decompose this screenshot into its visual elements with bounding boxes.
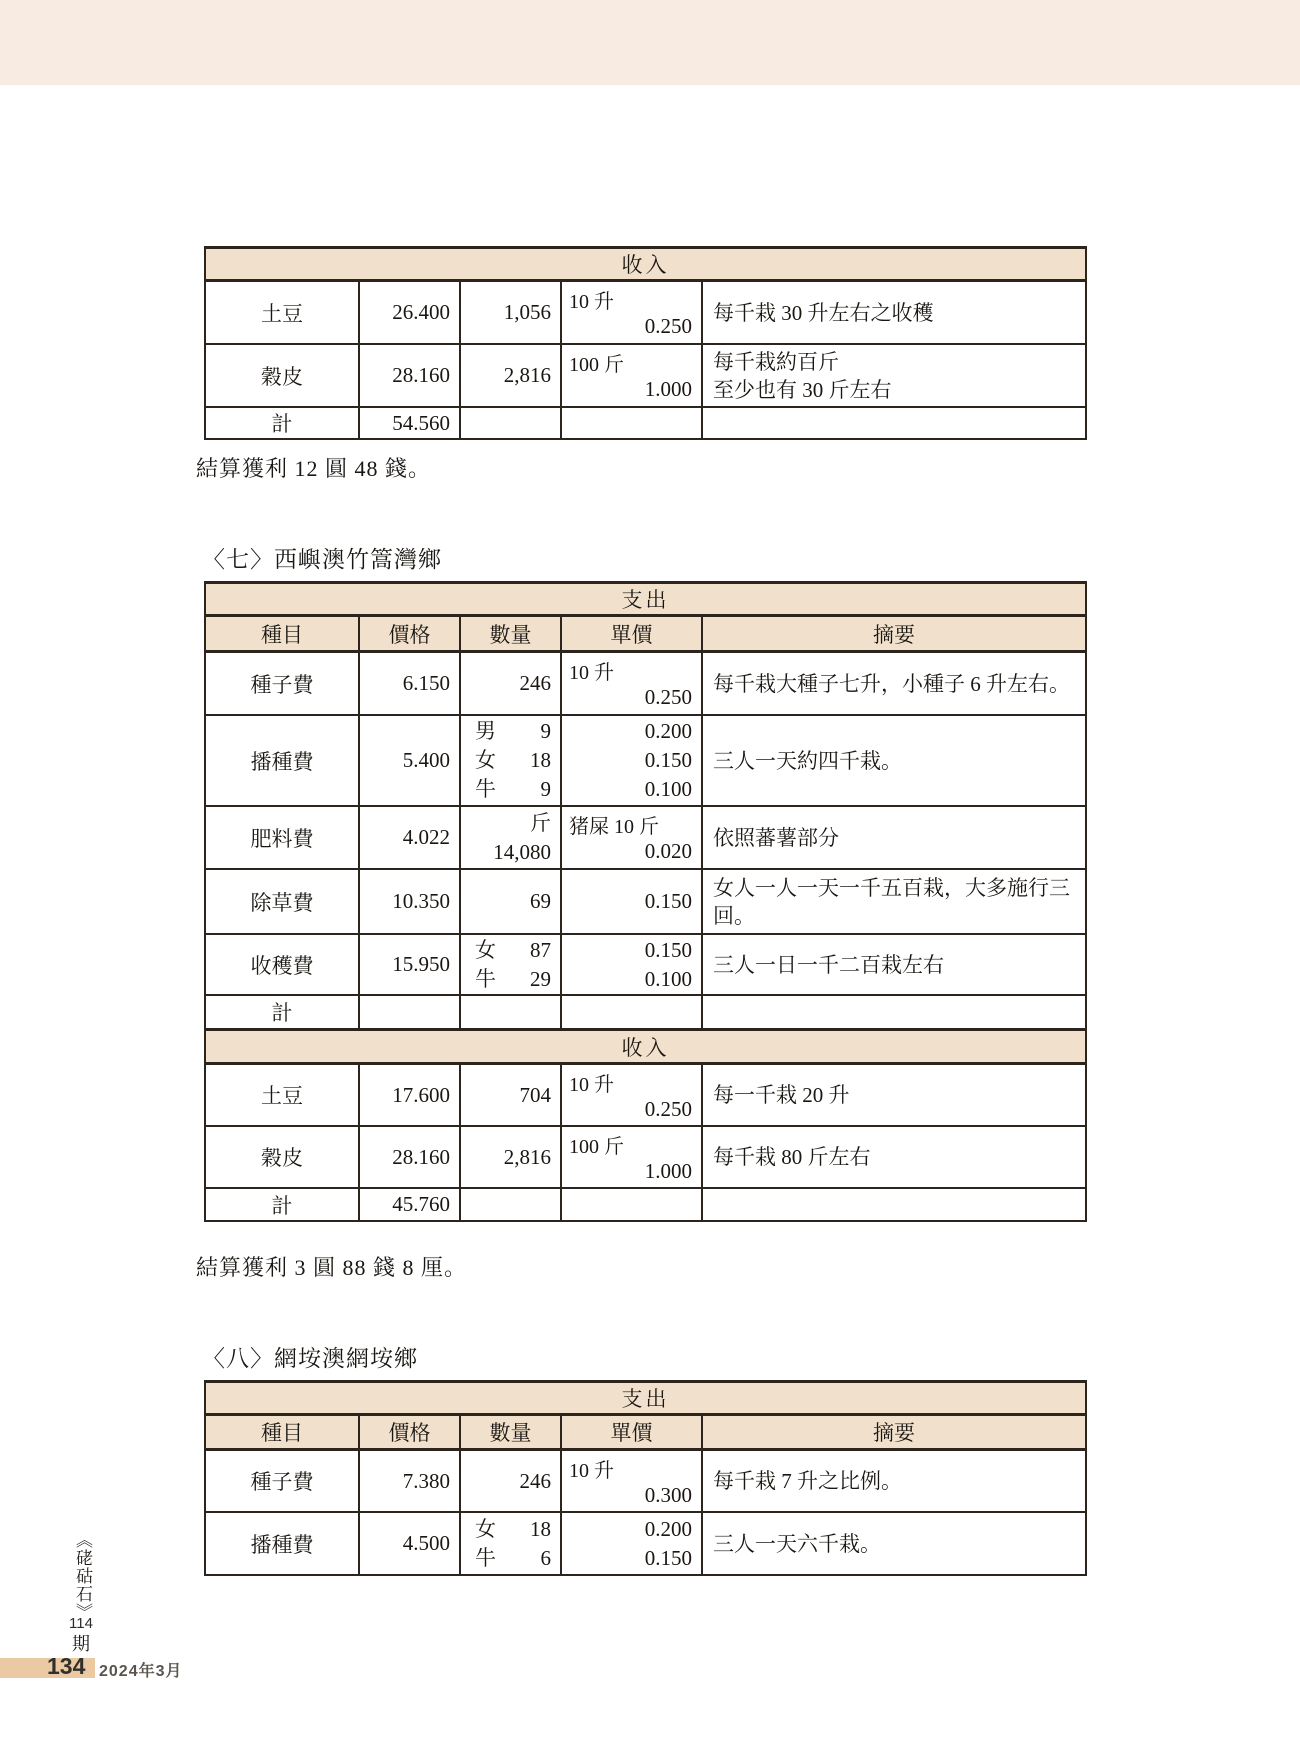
unit-label: 100 斤 <box>569 354 624 376</box>
unit-value: 0.200 <box>644 719 692 743</box>
unit-price-cell <box>561 652 702 716</box>
qty-cell <box>460 934 561 995</box>
item-cell: 播種費 <box>205 1512 359 1575</box>
price-cell: 7.380 <box>359 1450 460 1513</box>
col-header-item: 種目 <box>205 616 359 652</box>
col-header-unit: 單價 <box>561 1415 702 1450</box>
income-table-top <box>204 246 1087 440</box>
empty-cell <box>702 995 1086 1030</box>
unit-price-cell <box>561 715 702 806</box>
price-cell: 26.400 <box>359 281 460 345</box>
summary-cell: 女人一人一天一千五百栽，大多施行三回。 <box>702 869 1086 934</box>
issue-number: 114 <box>69 1615 93 1632</box>
col-header-qty: 數量 <box>460 616 561 652</box>
price-cell: 5.400 <box>359 715 460 806</box>
unit-label: 10 升 <box>569 1073 614 1096</box>
empty-cell <box>561 995 702 1030</box>
unit-value: 0.300 <box>644 1482 692 1507</box>
price-cell: 4.022 <box>359 806 460 869</box>
profit-note-1: 結算獲利 12 圓 48 錢。 <box>196 456 432 481</box>
unit-value: 0.100 <box>644 777 692 801</box>
table-row <box>205 652 1086 716</box>
qty-line-label: 牛 <box>475 966 496 991</box>
table-row <box>205 1126 1086 1188</box>
qty-value: 14,080 <box>493 839 551 864</box>
price-cell: 28.160 <box>359 344 460 407</box>
table-row <box>205 1064 1086 1127</box>
column-header-row <box>205 616 1086 652</box>
col-header-price: 價格 <box>359 616 460 652</box>
unit-value: 0.250 <box>644 685 692 709</box>
price-cell: 4.500 <box>359 1512 460 1575</box>
summary-cell: 每千栽大種子七升，小種子 6 升左右。 <box>702 652 1086 716</box>
qty-line-value: 18 <box>530 1516 551 1541</box>
table-row <box>205 1450 1086 1513</box>
col-header-qty: 數量 <box>460 1415 561 1450</box>
qty-line-value: 6 <box>540 1545 551 1570</box>
qty-line-label: 牛 <box>475 1545 496 1570</box>
income-band-header: 收入 <box>205 1030 1086 1064</box>
qty-cell: 246 <box>460 1450 561 1513</box>
unit-label: 猪屎 10 斤 <box>569 816 659 838</box>
col-header-summary: 摘要 <box>702 1415 1086 1450</box>
qty-line-value: 29 <box>530 966 551 991</box>
page-top-band <box>0 0 1300 85</box>
unit-value: 0.100 <box>644 966 692 991</box>
unit-value: 1.000 <box>644 377 692 401</box>
column-header-row <box>205 1415 1086 1450</box>
unit-price-cell: 0.150 <box>561 869 702 934</box>
issue-word: 期 <box>72 1634 90 1654</box>
summary-cell <box>702 344 1086 407</box>
summary-cell: 三人一天六千栽。 <box>702 1512 1086 1575</box>
col-header-item: 種目 <box>205 1415 359 1450</box>
table-row <box>205 715 1086 806</box>
table-row <box>205 1512 1086 1575</box>
journal-title-vertical: 《硓𥑮石》 <box>73 1531 92 1621</box>
empty-cell <box>702 1188 1086 1221</box>
qty-cell: 1,056 <box>460 281 561 345</box>
qty-line <box>475 746 551 775</box>
summary-cell: 三人一天約四千栽。 <box>702 715 1086 806</box>
qty-line <box>475 717 551 746</box>
empty-cell <box>460 1188 561 1221</box>
total-value-cell: 54.560 <box>359 407 460 439</box>
unit-price-cell <box>561 344 702 407</box>
expense-band-header: 支出 <box>205 583 1086 616</box>
summary-cell: 三人一日一千二百栽左右 <box>702 934 1086 995</box>
profit-note-2: 結算獲利 3 圓 88 錢 8 厘。 <box>196 1255 468 1280</box>
unit-value: 0.020 <box>644 839 692 863</box>
expense-band-header: 支出 <box>205 1382 1086 1415</box>
qty-cell: 2,816 <box>460 344 561 407</box>
price-cell: 17.600 <box>359 1064 460 1127</box>
qty-line <box>475 775 551 804</box>
unit-price-cell <box>561 1450 702 1513</box>
empty-cell <box>561 1188 702 1221</box>
qty-line-value: 87 <box>530 937 551 962</box>
item-cell: 種子費 <box>205 652 359 716</box>
col-header-summary: 摘要 <box>702 616 1086 652</box>
summary-cell: 每千栽 30 升左右之收穫 <box>702 281 1086 345</box>
qty-cell: 2,816 <box>460 1126 561 1188</box>
unit-label: 10 升 <box>569 291 614 313</box>
total-label-cell: 計 <box>205 995 359 1030</box>
unit-price-cell <box>561 281 702 345</box>
item-cell: 穀皮 <box>205 344 359 407</box>
price-cell: 28.160 <box>359 1126 460 1188</box>
empty-cell <box>702 407 1086 439</box>
item-cell: 肥料費 <box>205 806 359 869</box>
total-value-cell: 45.760 <box>359 1188 460 1221</box>
unit-label: 10 升 <box>569 1459 614 1482</box>
col-header-unit: 單價 <box>561 616 702 652</box>
empty-cell <box>359 995 460 1030</box>
qty-line-value: 18 <box>530 748 551 772</box>
total-label-cell: 計 <box>205 1188 359 1221</box>
price-cell: 10.350 <box>359 869 460 934</box>
item-cell: 土豆 <box>205 1064 359 1127</box>
unit-price-cell <box>561 1126 702 1188</box>
unit-value: 0.250 <box>644 314 692 338</box>
table-row <box>205 344 1086 407</box>
qty-cell: 704 <box>460 1064 561 1127</box>
qty-unit-word: 斤 <box>530 810 551 835</box>
item-cell: 播種費 <box>205 715 359 806</box>
total-label-cell: 計 <box>205 407 359 439</box>
qty-cell <box>460 1512 561 1575</box>
section-8-table <box>204 1380 1087 1576</box>
total-row <box>205 1188 1086 1221</box>
col-header-price: 價格 <box>359 1415 460 1450</box>
unit-label: 10 升 <box>569 662 614 684</box>
summary-cell: 每千栽 7 升之比例。 <box>702 1450 1086 1513</box>
unit-price-cell <box>561 934 702 995</box>
issue-date: 2024年3月 <box>99 1663 183 1680</box>
qty-line-value: 9 <box>540 719 551 743</box>
item-cell: 收穫費 <box>205 934 359 995</box>
qty-line <box>475 936 551 965</box>
qty-line-label: 女 <box>475 937 496 962</box>
qty-line-label: 牛 <box>475 777 496 801</box>
qty-line <box>475 1515 551 1544</box>
qty-line <box>475 1544 551 1573</box>
summary-cell: 依照蕃薯部分 <box>702 806 1086 869</box>
summary-cell: 每一千栽 20 升 <box>702 1064 1086 1127</box>
qty-line-label: 男 <box>475 719 496 743</box>
qty-cell <box>460 806 561 869</box>
table-row <box>205 281 1086 345</box>
unit-label: 100 斤 <box>569 1135 624 1158</box>
unit-value: 0.200 <box>644 1516 692 1541</box>
page-number: 134 <box>47 1653 86 1679</box>
summary-line: 至少也有 30 斤左右 <box>713 377 892 402</box>
qty-cell: 69 <box>460 869 561 934</box>
section-7-table <box>204 581 1087 1222</box>
qty-line <box>475 965 551 994</box>
unit-price-cell <box>561 806 702 869</box>
item-cell: 土豆 <box>205 281 359 345</box>
unit-value: 1.000 <box>644 1158 692 1183</box>
total-row <box>205 407 1086 439</box>
item-cell: 種子費 <box>205 1450 359 1513</box>
empty-cell <box>460 407 561 439</box>
price-cell: 6.150 <box>359 652 460 716</box>
qty-line-value: 9 <box>540 777 551 801</box>
table-row <box>205 869 1086 934</box>
unit-price-cell <box>561 1064 702 1127</box>
unit-value: 0.150 <box>644 748 692 772</box>
table-row <box>205 806 1086 869</box>
price-cell: 15.950 <box>359 934 460 995</box>
section-8-heading: 〈八〉網垵澳網垵鄉 <box>202 1346 418 1371</box>
qty-line-label: 女 <box>475 748 496 772</box>
income-band-header: 收入 <box>205 248 1086 281</box>
qty-cell: 246 <box>460 652 561 716</box>
unit-value: 0.250 <box>644 1096 692 1121</box>
unit-value: 0.150 <box>644 937 692 962</box>
item-cell: 除草費 <box>205 869 359 934</box>
section-7-heading: 〈七〉西嶼澳竹篙灣鄉 <box>202 547 442 572</box>
qty-line-label: 女 <box>475 1516 496 1541</box>
total-row <box>205 995 1086 1030</box>
summary-cell: 每千栽 80 斤左右 <box>702 1126 1086 1188</box>
empty-cell <box>561 407 702 439</box>
summary-line: 每千栽約百斤 <box>713 349 839 374</box>
item-cell: 穀皮 <box>205 1126 359 1188</box>
unit-value: 0.150 <box>644 1545 692 1570</box>
empty-cell <box>460 995 561 1030</box>
table-row <box>205 934 1086 995</box>
unit-price-cell <box>561 1512 702 1575</box>
qty-cell <box>460 715 561 806</box>
